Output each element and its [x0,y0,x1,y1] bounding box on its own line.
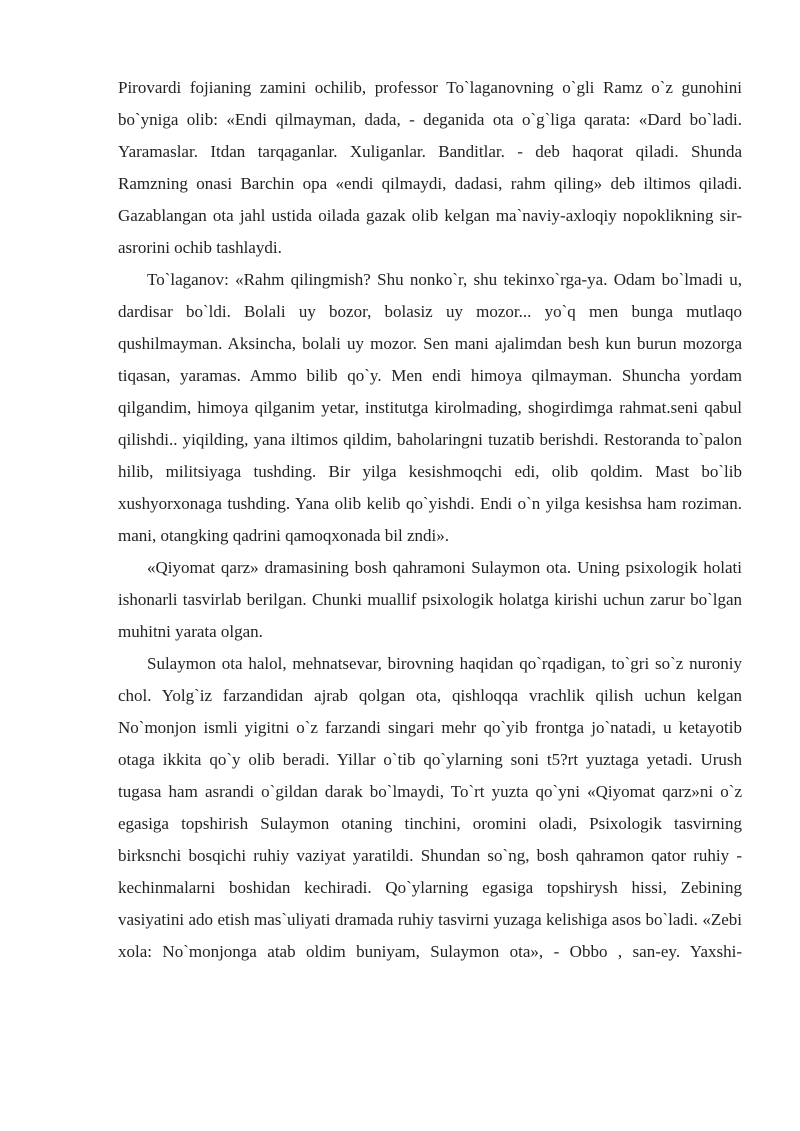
document-page [118,72,742,968]
paragraph-3: «Qiyomat qarz» dramasining bosh qahramoni Sulaymon ota. Uning psixologik holati ishonarli tasvirlab berilgan. Chunki muallif psixologik holatga kirishi uchun zarur bo`lgan muhitni yarata olgan. [118,558,742,641]
paragraph-2: To`laganov: «Rahm qilingmish? Shu nonko`r, shu tekinxo`rga-ya. Odam bo`lmadi u, dardisar bo`ldi. Bolali uy bozor, bolasiz uy mozor... yo`q men bunga mutlaqo qushilmayman. Aksincha, bolali uy mozor. Sen mani ajalimdan besh kun burun mozorga tiqasan, yaramas. Ammo bilib qo`y. Men endi himoya qilmayman. Shuncha yordam qilgandim, himoya qilganim yetar, institutga kirolmading, shogirdimga rahmat.seni qabul qilishdi.. yiqilding, yana iltimos qildim, baholaringni tuzatib berishdi. Restoranda to`palon hilib, militsiyaga tushding. Bir yilga kesishmoqchi edi, olib qoldim. Mast bo`lib xushyorxonaga tushding. Yana olib kelib qo`yishdi. Endi o`n yilga kesishsa ham roziman. mani, otangking qadrini qamoqxonada bil zndi». [118,270,742,545]
paragraph-4: Sulaymon ota halol, mehnatsevar, birovning haqidan qo`rqadigan, to`gri so`z nuroniy chol. Yolg`iz farzandidan ajrab qolgan ota, qishloqqa vrachlik qilish uchun kelgan No`monjon ismli yigitni o`z farzandi singari mehr qo`yib frontga jo`natadi, u ketayotib otaga ikkita qo`y olib beradi. Yillar o`tib qo`ylarning soni t5?rt yuztaga yetadi. Urush tugasa ham asrandi o`gildan darak bo`lmaydi, To`rt yuzta qo`yni «Qiyomat qarz»ni o`z egasiga topshirish Sulaymon otaning tinchini, oromini oladi, Psixologik tasvirning birksnchi bosqichi ruhiy vaziyat yaratildi. Shundan so`ng, bosh qahramon qator ruhiy -kechinmalarni boshidan kechiradi. Qo`ylarning egasiga topshirysh hissi, Zebining vasiyatini ado etish mas`uliyati dramada ruhiy tasvirni yuzaga kelishiga asos bo`ladi. «Zebi xola: No`monjonga atab oldim buniyam, Sulaymon ota», - Obbo , san-ey. Yaxshi- [118,654,742,961]
paragraph-1: Pirovardi fojianing zamini ochilib, professor To`laganovning o`gli Ramz o`z gunohini bo`yniga olib: «Endi qilmayman, dada, - deganida ota o`g`liga qarata: «Dard bo`ladi. Yaramaslar. Itdan tarqaganlar. Xuliganlar. Banditlar. - deb haqorat qiladi. Shunda Ramzning onasi Barchin opa «endi qilmaydi, dadasi, rahm qiling» deb iltimos qiladi. Gazablangan ota jahl ustida oilada gazak olib kelgan ma`naviy-axloqiy nopoklikning sir-asrorini ochib tashlaydi. [118,78,742,257]
